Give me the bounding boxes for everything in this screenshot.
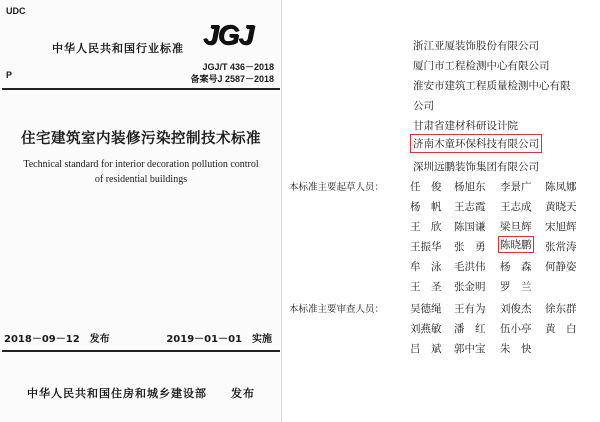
reviewer-name: 吴德绳 [410,303,442,315]
title-english-line1: Technical standard for interior decoration pollution control [23,159,259,170]
drafter-name: 王振华 [410,241,442,253]
drafter-name: 杨 帆 [410,201,442,213]
issue-date: 2018－09－12 发布 [4,334,110,345]
org-line: 甘肃省建材科研设计院 [413,120,518,132]
p-mark: P [6,70,13,80]
drafter-name: 王 欣 [410,221,442,233]
org-line: 深圳远鹏装饰集团有限公司 [413,161,539,173]
reviewer-name: 伍小亭 [500,323,532,335]
standard-number: JGJ/T 436－2018 [202,62,274,72]
drafter-name: 牟 泳 [410,261,442,273]
drafter-name: 王 圣 [410,281,442,293]
reviewer-name: 朱 快 [500,343,532,355]
publisher: 中华人民共和国住房和城乡建设部 发布 [27,387,255,400]
org-line: 浙江亚厦装饰股份有限公司 [413,40,539,52]
reviewer-name: 王有为 [454,303,486,315]
drafter-name: 李景广 [500,181,532,193]
drafter-name: 张常涛 [545,241,577,253]
drafter-name: 罗 兰 [500,281,532,293]
drafter-name: 张金明 [454,281,486,293]
record-number: 备案号J 2587－2018 [190,74,274,84]
drafter-name: 王志霞 [454,201,486,213]
highlighted-org: 济南木童环保科技有限公司 [410,134,542,153]
bottom-rule [2,350,280,352]
drafter-name: 陈国谦 [454,221,486,233]
reviewer-name: 郭中宝 [454,343,486,355]
drafter-name: 黄晓天 [545,201,577,213]
drafter-name: 宋旭辉 [545,221,577,233]
drafter-name: 毛洪伟 [454,261,486,273]
reviewers-label: 本标准主要审查人员： [289,304,385,315]
standard-class: 中华人民共和国行业标准 [52,42,184,55]
reviewer-name: 黄 白 [545,323,577,335]
org-line: 公司 [413,100,434,112]
drafter-name: 梁旦辉 [500,221,532,233]
drafter-name: 何静姿 [545,261,577,273]
udc-mark: UDC [6,6,26,16]
drafter-name: 陈凤娜 [545,181,577,193]
drafter-name: 张 勇 [454,241,486,253]
top-rule [2,88,280,90]
jgj-logo: JGJ [203,19,253,50]
reviewer-name: 潘 红 [454,323,486,335]
org-line: 淮安市建筑工程质量检测中心有限 [413,80,571,92]
reviewer-name: 吕 斌 [410,343,442,355]
title-chinese: 住宅建筑室内装修污染控制技术标准 [21,131,261,147]
org-line: 厦门市工程检测中心有限公司 [413,60,550,72]
drafter-name: 杨旭东 [454,181,486,193]
implementation-date: 2019－01－01 实施 [166,334,272,345]
drafter-name: 任 俊 [410,181,442,193]
drafters-label: 本标准主要起草人员： [289,182,385,193]
drafter-name: 杨 森 [500,261,532,273]
standard-cover [0,0,282,422]
drafter-name: 王志成 [500,201,532,213]
title-english-line2: of residential buildings [94,174,188,185]
reviewer-name: 徐东群 [545,303,577,315]
reviewer-name: 刘俊杰 [500,303,532,315]
reviewer-name: 刘燕敏 [410,323,442,335]
highlighted-drafter-name: 陈晓鹏 [498,236,534,253]
